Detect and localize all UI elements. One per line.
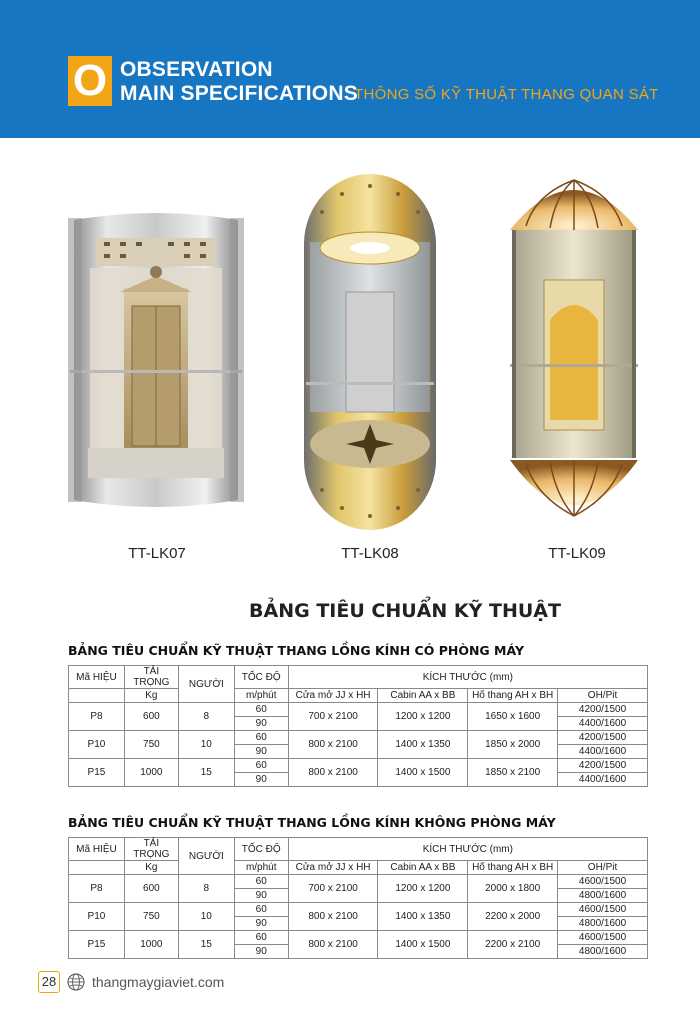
cell-shaft: 2200 x 2000 <box>468 903 558 931</box>
model-label-lk09: TT-LK09 <box>548 545 606 562</box>
cell-shaft: 2000 x 1800 <box>468 875 558 903</box>
table-row <box>69 759 648 773</box>
cell-speed: 60 <box>234 703 288 717</box>
cell-persons: 8 <box>178 703 234 731</box>
header-nguoi: NGƯỜI <box>178 838 234 875</box>
globe-icon <box>67 973 85 991</box>
cell-speed: 90 <box>234 717 288 731</box>
main-heading: BẢNG TIÊU CHUẨN KỸ THUẬT <box>249 600 561 622</box>
header-ho-thang: Hố thang AH x BH <box>468 689 558 703</box>
cell-door: 700 x 2100 <box>288 703 378 731</box>
table-row <box>69 703 648 717</box>
header-tai-trong-unit: Kg <box>124 861 178 875</box>
banner-title <box>120 58 358 106</box>
header-cua-mo: Cửa mở JJ x HH <box>288 861 378 875</box>
header-cabin: Cabin AA x BB <box>378 861 468 875</box>
header-ma-hieu: Mã HIỆU <box>69 838 125 861</box>
cell-cabin: 1400 x 1350 <box>378 731 468 759</box>
cell-oh-pit: 4600/1500 <box>558 875 648 889</box>
cell-speed: 60 <box>234 759 288 773</box>
cell-persons: 15 <box>178 759 234 787</box>
cell-persons: 10 <box>178 903 234 931</box>
cell-door: 800 x 2100 <box>288 731 378 759</box>
cell-oh-pit: 4200/1500 <box>558 759 648 773</box>
cell-oh-pit: 4600/1500 <box>558 931 648 945</box>
cell-door: 800 x 2100 <box>288 759 378 787</box>
cell-oh-pit: 4400/1600 <box>558 745 648 759</box>
elevator-image-lk08 <box>302 172 438 532</box>
cell-door: 800 x 2100 <box>288 903 378 931</box>
table-row <box>69 731 648 745</box>
banner-subtitle: THÔNG SỐ KỸ THUẬT THANG QUAN SÁT <box>354 86 659 103</box>
cell-speed: 60 <box>234 731 288 745</box>
cell-load: 1000 <box>124 931 178 959</box>
cell-oh-pit: 4800/1600 <box>558 889 648 903</box>
cell-cabin: 1400 x 1350 <box>378 903 468 931</box>
cell-oh-pit: 4400/1600 <box>558 773 648 787</box>
cell-speed: 90 <box>234 745 288 759</box>
cell-oh-pit: 4800/1600 <box>558 945 648 959</box>
table1-title: BẢNG TIÊU CHUẨN KỸ THUẬT THANG LỒNG KÍNH CÓ PHÒNG MÁY <box>68 643 524 658</box>
cell-speed: 90 <box>234 889 288 903</box>
cell-cabin: 1200 x 1200 <box>378 875 468 903</box>
header-tai-trong: TẢI TRỌNG <box>124 838 178 861</box>
cell-speed: 90 <box>234 773 288 787</box>
cell-cabin: 1400 x 1500 <box>378 931 468 959</box>
elevator-image-lk07 <box>68 210 244 510</box>
header-oh-pit: OH/Pit <box>558 689 648 703</box>
banner-title-line1: OBSERVATION <box>120 58 273 81</box>
page-number: 28 <box>38 971 60 993</box>
header-toc-do: TỐC ĐỘ <box>234 666 288 689</box>
table2-title: BẢNG TIÊU CHUẨN KỸ THUẬT THANG LỒNG KÍNH KHÔNG PHÒNG MÁY <box>68 815 556 830</box>
header-cabin: Cabin AA x BB <box>378 689 468 703</box>
cell-load: 600 <box>124 703 178 731</box>
cell-model: P15 <box>69 759 125 787</box>
header-ma-hieu: Mã HIỆU <box>69 666 125 689</box>
header-nguoi: NGƯỜI <box>178 666 234 703</box>
spec-table-machine-room-less <box>68 837 648 959</box>
banner-title-line2: MAIN SPECIFICATIONS <box>120 82 358 105</box>
cell-oh-pit: 4600/1500 <box>558 903 648 917</box>
cell-persons: 8 <box>178 875 234 903</box>
header-ho-thang: Hố thang AH x BH <box>468 861 558 875</box>
cell-load: 1000 <box>124 759 178 787</box>
header-kich-thuoc: KÍCH THƯỚC (mm) <box>288 838 647 861</box>
model-label-lk07: TT-LK07 <box>128 545 186 562</box>
header-kich-thuoc: KÍCH THƯỚC (mm) <box>288 666 647 689</box>
cell-shaft: 1650 x 1600 <box>468 703 558 731</box>
header-toc-do-unit: m/phút <box>234 861 288 875</box>
header-tai-trong: TẢI TRỌNG <box>124 666 178 689</box>
cell-model: P10 <box>69 731 125 759</box>
table-row <box>69 903 648 917</box>
header-toc-do: TỐC ĐỘ <box>234 838 288 861</box>
cell-speed: 60 <box>234 931 288 945</box>
cell-model: P10 <box>69 903 125 931</box>
cell-persons: 10 <box>178 731 234 759</box>
header-blank <box>69 861 125 875</box>
header-tai-trong-unit: Kg <box>124 689 178 703</box>
cell-oh-pit: 4400/1600 <box>558 717 648 731</box>
header-cua-mo: Cửa mở JJ x HH <box>288 689 378 703</box>
cell-cabin: 1400 x 1500 <box>378 759 468 787</box>
cell-model: P8 <box>69 703 125 731</box>
website-link[interactable]: thangmaygiaviet.com <box>92 974 225 990</box>
cell-load: 750 <box>124 903 178 931</box>
cell-door: 700 x 2100 <box>288 875 378 903</box>
cell-oh-pit: 4200/1500 <box>558 731 648 745</box>
cell-speed: 90 <box>234 917 288 931</box>
spec-table-with-machine-room <box>68 665 648 787</box>
cell-speed: 60 <box>234 903 288 917</box>
model-label-lk08: TT-LK08 <box>341 545 399 562</box>
cell-oh-pit: 4200/1500 <box>558 703 648 717</box>
cell-model: P15 <box>69 931 125 959</box>
cell-shaft: 2200 x 2100 <box>468 931 558 959</box>
cell-load: 600 <box>124 875 178 903</box>
cell-load: 750 <box>124 731 178 759</box>
cell-shaft: 1850 x 2000 <box>468 731 558 759</box>
header-oh-pit: OH/Pit <box>558 861 648 875</box>
cell-shaft: 1850 x 2100 <box>468 759 558 787</box>
table-row <box>69 875 648 889</box>
header-toc-do-unit: m/phút <box>234 689 288 703</box>
elevator-image-lk09 <box>506 170 642 532</box>
cell-persons: 15 <box>178 931 234 959</box>
cell-oh-pit: 4800/1600 <box>558 917 648 931</box>
cell-door: 800 x 2100 <box>288 931 378 959</box>
header-banner <box>0 0 700 138</box>
banner-letter-badge: O <box>68 56 112 106</box>
cell-cabin: 1200 x 1200 <box>378 703 468 731</box>
header-blank <box>69 689 125 703</box>
table-row <box>69 931 648 945</box>
cell-speed: 60 <box>234 875 288 889</box>
cell-speed: 90 <box>234 945 288 959</box>
cell-model: P8 <box>69 875 125 903</box>
